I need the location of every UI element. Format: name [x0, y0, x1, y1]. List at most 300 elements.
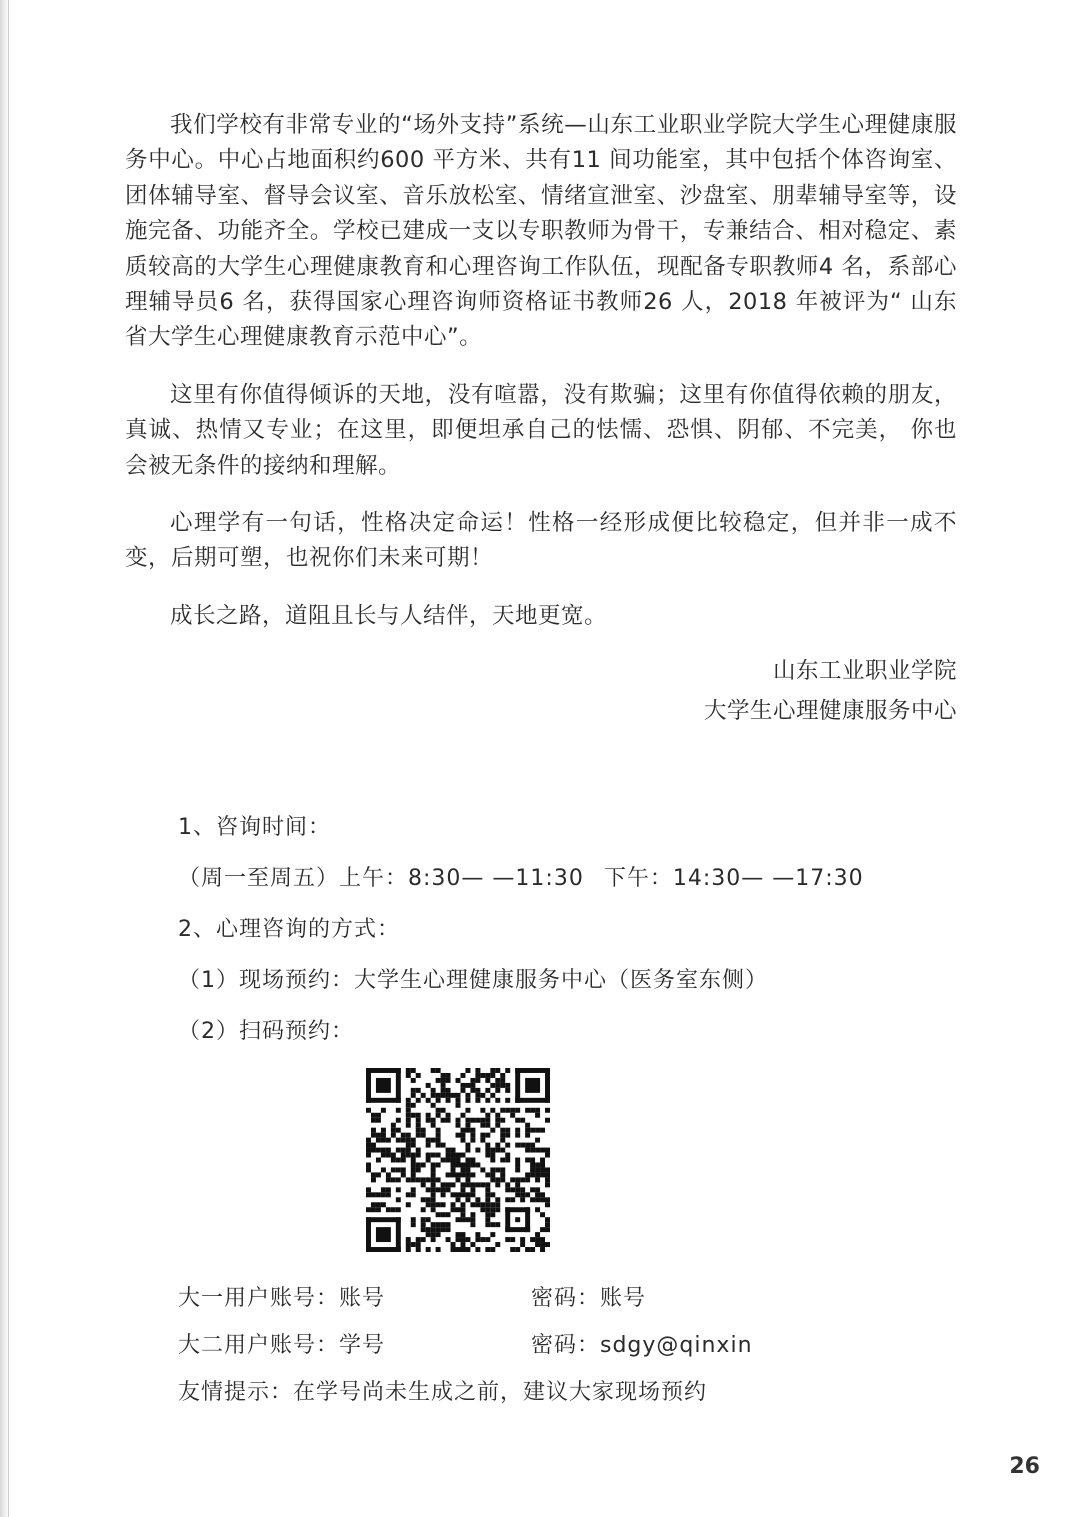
qr-module: [391, 1123, 396, 1128]
qr-module: [441, 1108, 446, 1113]
qr-module: [535, 1113, 540, 1118]
qr-module: [490, 1093, 495, 1098]
qr-finder-edge: [366, 1068, 371, 1103]
qr-module: [485, 1143, 490, 1148]
qr-module: [475, 1232, 480, 1237]
qr-module: [386, 1187, 391, 1192]
qr-module: [460, 1088, 465, 1093]
qr-module: [386, 1153, 391, 1158]
qr-module: [520, 1192, 525, 1197]
qr-module: [495, 1088, 500, 1093]
qr-module: [416, 1242, 421, 1247]
qr-module: [436, 1177, 441, 1182]
qr-module: [431, 1232, 436, 1237]
qr-module: [456, 1217, 461, 1222]
qr-module: [416, 1128, 421, 1133]
qr-module: [540, 1242, 545, 1247]
qr-module: [515, 1118, 520, 1123]
qr-module: [406, 1143, 411, 1148]
qr-module: [371, 1148, 376, 1153]
qr-module: [446, 1153, 451, 1158]
qr-module: [431, 1227, 436, 1232]
qr-module: [416, 1153, 421, 1158]
qr-module: [371, 1207, 376, 1212]
qr-module: [495, 1182, 500, 1187]
qr-module: [401, 1148, 406, 1153]
qr-module: [475, 1202, 480, 1207]
qr-module: [460, 1172, 465, 1177]
qr-module: [475, 1237, 480, 1242]
qr-module: [426, 1113, 431, 1118]
qr-module: [495, 1207, 500, 1212]
qr-module: [515, 1247, 520, 1252]
qr-module: [441, 1093, 446, 1098]
qr-module: [485, 1217, 490, 1222]
method-scan: （2）扫码预约：: [178, 1019, 354, 1044]
qr-module: [490, 1212, 495, 1217]
qr-module: [456, 1103, 461, 1108]
qr-module: [485, 1113, 490, 1118]
qr-module: [456, 1172, 461, 1177]
qr-module: [500, 1148, 505, 1153]
qr-module: [456, 1177, 461, 1182]
qr-module: [520, 1118, 525, 1123]
qr-finder-edge: [366, 1247, 401, 1252]
qr-module: [436, 1108, 441, 1113]
qr-module: [535, 1172, 540, 1177]
qr-module: [446, 1227, 451, 1232]
qr-module: [490, 1232, 495, 1237]
qr-module: [431, 1222, 436, 1227]
qr-module: [475, 1162, 480, 1167]
qr-module: [465, 1237, 470, 1242]
qr-module: [431, 1202, 436, 1207]
qr-module: [470, 1118, 475, 1123]
qr-module: [505, 1128, 510, 1133]
qr-module: [480, 1207, 485, 1212]
qr-module: [540, 1172, 545, 1177]
qr-module: [510, 1197, 515, 1202]
qr-module: [446, 1158, 451, 1163]
qr-module: [381, 1128, 386, 1133]
qr-module: [366, 1162, 371, 1167]
qr-alignment-core: [515, 1217, 520, 1222]
qr-module: [426, 1118, 431, 1123]
qr-module: [456, 1118, 461, 1123]
qr-module: [446, 1148, 451, 1153]
qr-module: [421, 1128, 426, 1133]
qr-module: [416, 1177, 421, 1182]
qr-module: [505, 1083, 510, 1088]
qr-module: [460, 1192, 465, 1197]
qr-module: [396, 1128, 401, 1133]
qr-module: [376, 1192, 381, 1197]
qr-module: [525, 1158, 530, 1163]
qr-module: [436, 1138, 441, 1143]
qr-module: [411, 1158, 416, 1163]
qr-module: [386, 1148, 391, 1153]
qr-module: [416, 1237, 421, 1242]
paragraph-intro: 我们学校有非常专业的“场外支持”系统—山东工业职业学院大学生心理健康服务中心。中心占地面积约600 平方米、共有11 间功能室，其中包括个体咨询室、团体辅导室、督导会议室、音乐放松室、情绪宣泄室、沙盘室、朋辈辅导室等，设施完备、功能齐全。学校已建成一支以专职教师为骨干，专兼结合、相对稳定、素质较高的大学生心理健康教育和心理咨询工作队伍，现配备专职教师4 名，系部心理辅导员6 名，获得国家心理咨询师资格证书教师26 人，2018 年被评为“ 山东省大学生心理健康教育示范中心”。: [125, 112, 957, 351]
qr-module: [510, 1237, 515, 1242]
qr-module: [411, 1167, 416, 1172]
qr-module: [495, 1113, 500, 1118]
qr-module: [470, 1172, 475, 1177]
qr-module: [470, 1192, 475, 1197]
qr-module: [510, 1247, 515, 1252]
qr-module: [456, 1098, 461, 1103]
qr-module: [416, 1133, 421, 1138]
qr-module: [391, 1167, 396, 1172]
qr-finder-edge: [396, 1217, 401, 1252]
qr-module: [480, 1138, 485, 1143]
qr-module: [470, 1202, 475, 1207]
qr-module: [540, 1237, 545, 1242]
qr-module: [371, 1118, 376, 1123]
qr-module: [411, 1177, 416, 1182]
qr-module: [426, 1083, 431, 1088]
qr-module: [515, 1158, 520, 1163]
qr-module: [446, 1113, 451, 1118]
appointment-qr-code[interactable]: [366, 1068, 550, 1252]
qr-module: [456, 1232, 461, 1237]
qr-module: [545, 1242, 550, 1247]
qr-module: [446, 1182, 451, 1187]
qr-module: [495, 1083, 500, 1088]
qr-module: [406, 1153, 411, 1158]
qr-module: [465, 1118, 470, 1123]
qr-module: [456, 1153, 461, 1158]
qr-module: [456, 1207, 461, 1212]
paragraph-support: 这里有你值得倾诉的天地，没有喧嚣，没有欺骗；这里有你值得依赖的朋友，真诚、热情又专业；在这里，即便坦承自己的怯懦、恐惧、阴郁、不完美， 你也会被无条件的接纳和理解。: [125, 381, 957, 479]
qr-module: [431, 1177, 436, 1182]
qr-module: [416, 1162, 421, 1167]
qr-module: [525, 1123, 530, 1128]
qr-module: [530, 1128, 535, 1133]
qr-module: [470, 1187, 475, 1192]
qr-module: [460, 1242, 465, 1247]
qr-module: [495, 1167, 500, 1172]
qr-module: [416, 1073, 421, 1078]
qr-module: [411, 1162, 416, 1167]
qr-module: [406, 1138, 411, 1143]
qr-module: [500, 1138, 505, 1143]
qr-module: [510, 1108, 515, 1113]
qr-module: [500, 1108, 505, 1113]
qr-module: [436, 1202, 441, 1207]
qr-module: [451, 1172, 456, 1177]
qr-module: [411, 1103, 416, 1108]
qr-module: [446, 1237, 451, 1242]
qr-module: [381, 1108, 386, 1113]
qr-module: [465, 1123, 470, 1128]
qr-module: [485, 1247, 490, 1252]
qr-module: [411, 1078, 416, 1083]
qr-module: [495, 1143, 500, 1148]
qr-module: [436, 1068, 441, 1073]
qr-module: [441, 1083, 446, 1088]
qr-module: [460, 1187, 465, 1192]
qr-module: [500, 1172, 505, 1177]
qr-module: [426, 1098, 431, 1103]
qr-module: [510, 1177, 515, 1182]
qr-module: [465, 1197, 470, 1202]
qr-module: [426, 1217, 431, 1222]
qr-module: [515, 1108, 520, 1113]
qr-finder-edge: [366, 1217, 401, 1222]
qr-module: [406, 1098, 411, 1103]
qr-module: [500, 1167, 505, 1172]
qr-module: [366, 1207, 371, 1212]
qr-module: [480, 1123, 485, 1128]
qr-module: [515, 1128, 520, 1133]
qr-module: [391, 1207, 396, 1212]
qr-module: [485, 1192, 490, 1197]
qr-module: [451, 1167, 456, 1172]
qr-module: [441, 1158, 446, 1163]
qr-module: [396, 1148, 401, 1153]
qr-module: [460, 1212, 465, 1217]
qr-module: [465, 1162, 470, 1167]
qr-module: [465, 1093, 470, 1098]
qr-module: [495, 1078, 500, 1083]
qr-module: [505, 1133, 510, 1138]
qr-module: [490, 1083, 495, 1088]
qr-module: [396, 1207, 401, 1212]
qr-module: [411, 1242, 416, 1247]
qr-module: [490, 1068, 495, 1073]
consult-time-detail: [178, 861, 958, 912]
qr-module: [401, 1172, 406, 1177]
signature: [125, 652, 957, 730]
qr-module: [441, 1227, 446, 1232]
qr-module: [451, 1148, 456, 1153]
qr-module: [426, 1153, 431, 1158]
qr-module: [490, 1167, 495, 1172]
qr-module: [460, 1083, 465, 1088]
qr-module: [465, 1148, 470, 1153]
qr-module: [441, 1202, 446, 1207]
qr-module: [426, 1158, 431, 1163]
qr-module: [465, 1217, 470, 1222]
qr-code-image: [366, 1068, 550, 1252]
qr-module: [421, 1197, 426, 1202]
qr-module: [535, 1162, 540, 1167]
qr-module: [436, 1133, 441, 1138]
qr-module: [485, 1202, 490, 1207]
qr-module: [540, 1227, 545, 1232]
qr-module: [500, 1118, 505, 1123]
qr-module: [421, 1237, 426, 1242]
qr-module: [520, 1177, 525, 1182]
qr-module: [426, 1202, 431, 1207]
qr-module: [391, 1153, 396, 1158]
qr-module: [371, 1192, 376, 1197]
qr-module: [386, 1138, 391, 1143]
qr-module: [411, 1187, 416, 1192]
paragraph-personality: 心理学有一句话，性格决定命运！性格一经形成便比较稳定，但并非一成不变，后期可塑，也祝你们未来可期！: [125, 510, 957, 572]
qr-module: [490, 1108, 495, 1113]
qr-module: [530, 1247, 535, 1252]
freshman-password: 密码：账号: [531, 1286, 647, 1311]
qr-module: [371, 1133, 376, 1138]
qr-module: [495, 1148, 500, 1153]
qr-module: [431, 1172, 436, 1177]
qr-module: [505, 1088, 510, 1093]
qr-module: [525, 1148, 530, 1153]
qr-module: [381, 1167, 386, 1172]
qr-module: [451, 1158, 456, 1163]
qr-module: [451, 1182, 456, 1187]
qr-module: [381, 1153, 386, 1158]
qr-module: [470, 1217, 475, 1222]
qr-module: [366, 1138, 371, 1143]
qr-module: [460, 1247, 465, 1252]
qr-module: [470, 1128, 475, 1133]
qr-module: [436, 1143, 441, 1148]
qr-finder-edge: [366, 1098, 401, 1103]
qr-module: [530, 1108, 535, 1113]
page-number: 26: [1009, 1454, 1040, 1479]
qr-module: [396, 1177, 401, 1182]
paragraph-closing: 成长之路，道阻且长与人结伴，天地更宽。: [170, 602, 608, 629]
qr-module: [431, 1237, 436, 1242]
qr-module: [535, 1242, 540, 1247]
qr-module: [485, 1088, 490, 1093]
qr-module: [431, 1207, 436, 1212]
qr-module: [441, 1073, 446, 1078]
qr-module: [470, 1222, 475, 1227]
qr-module: [495, 1098, 500, 1103]
qr-module: [456, 1158, 461, 1163]
qr-module: [431, 1093, 436, 1098]
qr-module: [381, 1133, 386, 1138]
qr-module: [535, 1207, 540, 1212]
qr-module: [401, 1133, 406, 1138]
qr-module: [456, 1123, 461, 1128]
qr-module: [421, 1207, 426, 1212]
qr-module: [535, 1232, 540, 1237]
qr-module: [530, 1237, 535, 1242]
sophomore-password: 密码：sdgy@qinxin: [531, 1333, 753, 1358]
qr-module: [366, 1187, 371, 1192]
qr-module: [485, 1172, 490, 1177]
qr-module: [431, 1197, 436, 1202]
qr-finder-core: [525, 1078, 540, 1093]
qr-module: [490, 1202, 495, 1207]
qr-finder-edge: [366, 1217, 371, 1252]
qr-module: [436, 1222, 441, 1227]
qr-module: [490, 1222, 495, 1227]
qr-module: [530, 1187, 535, 1192]
qr-module: [495, 1242, 500, 1247]
qr-module: [535, 1177, 540, 1182]
qr-module: [480, 1202, 485, 1207]
qr-module: [505, 1237, 510, 1242]
qr-module: [545, 1222, 550, 1227]
qr-module: [460, 1217, 465, 1222]
qr-module: [436, 1232, 441, 1237]
qr-module: [460, 1237, 465, 1242]
qr-module: [490, 1153, 495, 1158]
qr-module: [470, 1158, 475, 1163]
signature-center: 大学生心理健康服务中心: [703, 698, 957, 725]
qr-module: [540, 1197, 545, 1202]
qr-module: [436, 1113, 441, 1118]
qr-module: [391, 1177, 396, 1182]
qr-module: [485, 1118, 490, 1123]
qr-module: [515, 1143, 520, 1148]
qr-module: [540, 1158, 545, 1163]
qr-module: [431, 1118, 436, 1123]
qr-module: [505, 1187, 510, 1192]
qr-module: [515, 1177, 520, 1182]
qr-module: [411, 1222, 416, 1227]
qr-module: [475, 1073, 480, 1078]
qr-module: [431, 1103, 436, 1108]
qr-finder-edge: [396, 1068, 401, 1103]
qr-module: [436, 1162, 441, 1167]
consult-afternoon: 下午：14:30— —17:30: [603, 866, 864, 891]
qr-module: [456, 1247, 461, 1252]
qr-module: [460, 1138, 465, 1143]
qr-module: [366, 1153, 371, 1158]
qr-module: [386, 1177, 391, 1182]
qr-module: [421, 1162, 426, 1167]
qr-module: [436, 1128, 441, 1133]
qr-module: [431, 1088, 436, 1093]
qr-module: [421, 1177, 426, 1182]
qr-module: [451, 1242, 456, 1247]
qr-module: [431, 1153, 436, 1158]
qr-module: [406, 1148, 411, 1153]
qr-module: [465, 1098, 470, 1103]
qr-module: [446, 1118, 451, 1123]
qr-module: [485, 1098, 490, 1103]
qr-module: [376, 1138, 381, 1143]
qr-module: [485, 1197, 490, 1202]
qr-module: [406, 1237, 411, 1242]
qr-module: [475, 1088, 480, 1093]
qr-module: [525, 1177, 530, 1182]
qr-module: [535, 1108, 540, 1113]
qr-finder-edge: [545, 1068, 550, 1103]
qr-module: [490, 1177, 495, 1182]
qr-module: [451, 1192, 456, 1197]
qr-module: [545, 1118, 550, 1123]
qr-module: [460, 1133, 465, 1138]
qr-module: [431, 1182, 436, 1187]
qr-module: [505, 1182, 510, 1187]
qr-module: [465, 1128, 470, 1133]
qr-module: [485, 1078, 490, 1083]
qr-module: [495, 1177, 500, 1182]
qr-module: [510, 1187, 515, 1192]
qr-module: [470, 1088, 475, 1093]
qr-module: [456, 1078, 461, 1083]
freshman-account: 大一用户账号：账号: [178, 1286, 386, 1311]
qr-module: [460, 1232, 465, 1237]
account-info: [178, 1282, 978, 1416]
qr-module: [406, 1073, 411, 1078]
qr-module: [456, 1237, 461, 1242]
qr-module: [436, 1078, 441, 1083]
qr-module: [396, 1167, 401, 1172]
signature-school: 山东工业职业学院: [772, 658, 957, 685]
qr-module: [470, 1162, 475, 1167]
qr-module: [401, 1167, 406, 1172]
qr-module: [485, 1207, 490, 1212]
